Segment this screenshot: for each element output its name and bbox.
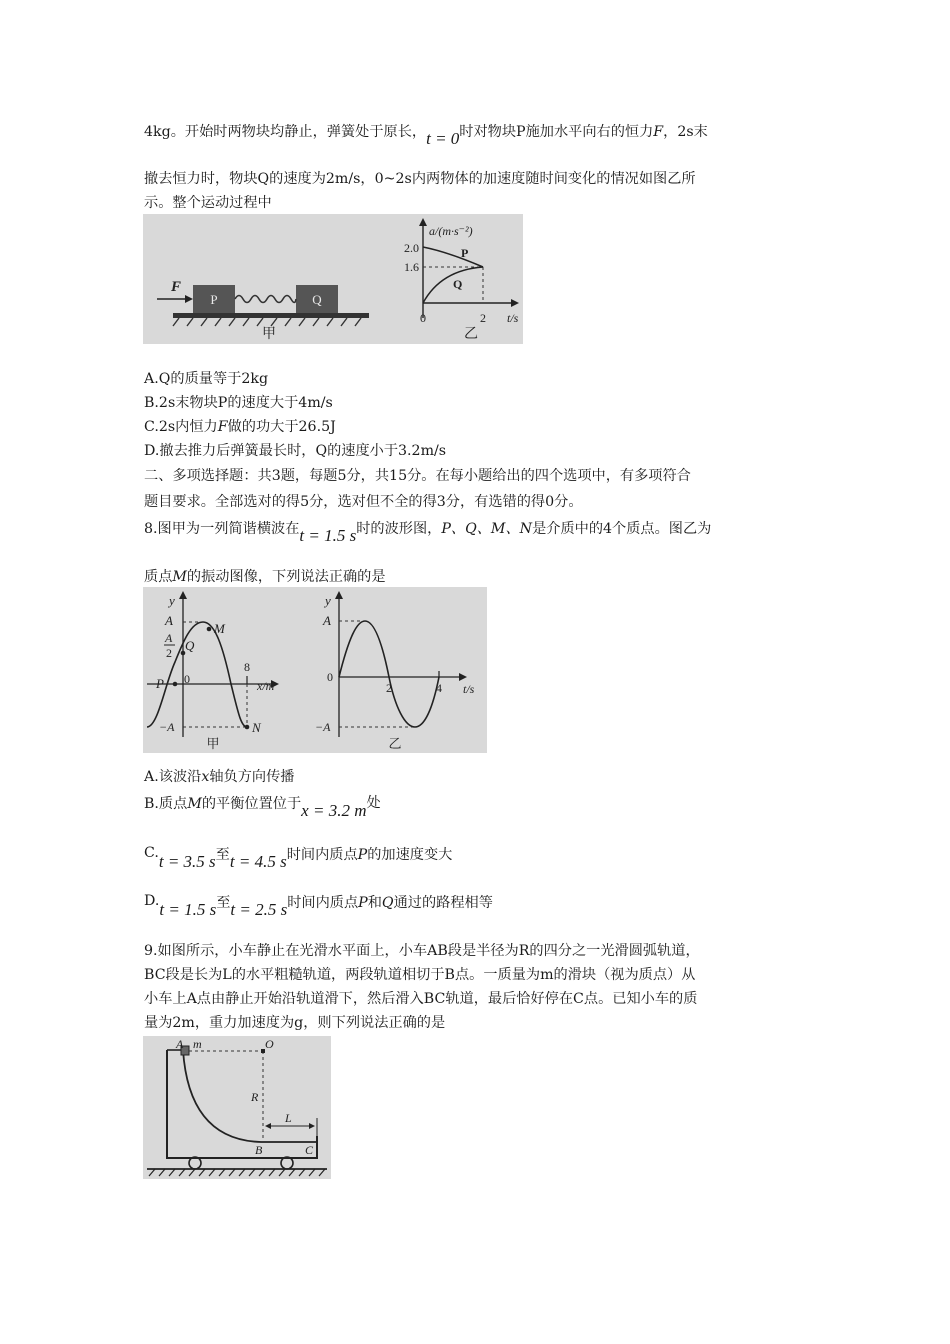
q7-text-line-1 — [144, 121, 708, 148]
wave-x-label: x/m — [257, 679, 275, 693]
q7-text-line-2: 撤去恒力时，物块Q的速度为2m/s，0~2s内两物体的加速度随时间变化的情况如图乙所 — [144, 171, 696, 187]
q8-line2-a: 质点 — [144, 569, 173, 585]
section2-line-1: 二、多项选择题：共3题，每题5分，共15分。在每小题给出的四个选项中，有多项符合 — [144, 468, 691, 484]
q8-opta-x: x — [201, 769, 210, 785]
fig-jia-label: 甲 — [262, 327, 276, 342]
tick-8: 8 — [244, 660, 250, 674]
vib-origin: 0 — [327, 670, 333, 684]
vib-y-label: y — [325, 593, 331, 608]
label-c: C — [305, 1143, 314, 1157]
label-b: B — [255, 1143, 263, 1157]
q8-optd-t1: t = 1.5 s — [159, 900, 217, 919]
q8-line1-points: P、Q、M、N — [441, 521, 533, 537]
q7-optc-b: 做的功大于26.5J — [227, 419, 336, 435]
q8-optc-a: C. — [144, 845, 159, 861]
vib-y-arrow — [335, 591, 343, 599]
q8-optd-c: 时间内质点 — [287, 895, 359, 911]
point-n — [245, 725, 250, 730]
vib-tick-2: 2 — [386, 681, 392, 695]
q8-option-b — [144, 793, 381, 820]
point-m — [207, 627, 212, 632]
q8-optd-b: 至 — [216, 895, 231, 911]
q9-text-line-3: 小车上A点由静止开始沿轨道滑下，然后滑入BC轨道，最后恰好停在C点。已知小车的质 — [144, 991, 698, 1007]
label-m: M — [214, 621, 225, 636]
q7-option-c — [144, 417, 336, 437]
label-n: N — [252, 720, 261, 735]
q9-text-line-2: BC段是长为L的水平粗糙轨道，两段轨道相切于B点。一质量为m的滑块（视为质点）从 — [144, 967, 696, 983]
q8-text-line-1 — [144, 518, 712, 545]
block-q-label: Q — [312, 292, 322, 307]
q7-figure — [143, 214, 523, 344]
half-amp-den: 2 — [166, 646, 172, 660]
tick-0: 0 — [420, 311, 426, 325]
q7-line1-b: 时对物块P施加水平向右的恒力 — [459, 124, 654, 140]
q9-figure — [143, 1036, 331, 1179]
label-a: A — [176, 1037, 184, 1051]
label-r: R — [251, 1090, 259, 1104]
q8-option-d — [144, 892, 493, 919]
q8-optb-b: 的平衡位置位于 — [201, 796, 302, 812]
q8-optc-c: 时间内质点 — [286, 847, 358, 863]
length-arrow-right — [309, 1123, 315, 1129]
q8-option-c — [144, 844, 453, 871]
q7-line1-a: 4kg。开始时两物块均静止，弹簧处于原长， — [144, 124, 427, 140]
point-p — [173, 682, 178, 687]
wave-amp-label: A — [165, 613, 173, 628]
q8-t-1-5: t = 1.5 s — [299, 526, 357, 545]
block-p-label: P — [210, 292, 218, 307]
q8-optb-a: B.质点 — [144, 796, 188, 812]
tick-2-0: 2.0 — [404, 241, 419, 255]
force-label: F — [171, 279, 182, 295]
q8-optb-x: x = 3.2 m — [301, 801, 367, 820]
label-m: m — [193, 1037, 202, 1051]
q7-option-d: D.撤去推力后弹簧最长时，Q的速度小于3.2m/s — [144, 443, 447, 459]
ground-hatch — [173, 318, 361, 326]
length-arrow-left — [265, 1123, 271, 1129]
label-o: O — [265, 1037, 274, 1051]
tick-t2: 2 — [480, 311, 486, 325]
ground-line — [173, 313, 369, 318]
q8-line1-a: 8.图甲为一列简谐横波在 — [144, 521, 300, 537]
fig-jia-label: 甲 — [206, 736, 220, 751]
q8-opta-b: 轴负方向传播 — [209, 769, 295, 785]
q7-figure-svg — [143, 214, 523, 344]
fig-yi-label: 乙 — [464, 327, 478, 342]
q8-optc-t1: t = 3.5 s — [158, 852, 216, 871]
q7-option-a: A.Q的质量等于2kg — [144, 371, 269, 387]
q7-force-symbol: F — [653, 124, 664, 140]
wave-neg-amp: −A — [159, 720, 175, 734]
q8-optc-b: 至 — [215, 847, 230, 863]
q8-opta-a: A.该波沿 — [144, 769, 202, 785]
q7-optc-f: F — [217, 419, 228, 435]
q8-optd-e: 通过的路程相等 — [393, 895, 493, 911]
waveform-curve — [147, 622, 247, 727]
curve-p — [423, 247, 483, 267]
wave-origin: 0 — [184, 672, 190, 686]
q8-text-line-2 — [144, 567, 386, 587]
vibration-curve — [339, 621, 439, 727]
track-arc-ab — [183, 1050, 317, 1142]
q8-figure-svg — [143, 587, 487, 753]
q8-figure — [143, 587, 487, 753]
q7-text-line-3: 示。整个运动过程中 — [144, 195, 272, 211]
q8-optd-d: 和 — [367, 895, 382, 911]
wave-y-label: y — [169, 593, 175, 608]
q8-optc-p: P — [357, 847, 368, 863]
label-l: L — [285, 1111, 292, 1125]
q8-optd-t2: t = 2.5 s — [230, 900, 288, 919]
curve-q-label: Q — [453, 277, 463, 291]
tick-1-6: 1.6 — [404, 260, 419, 274]
label-p: P — [156, 676, 164, 691]
vib-neg-amp: −A — [315, 720, 331, 734]
q8-line2-m: M — [172, 569, 187, 585]
q8-optc-t2: t = 4.5 s — [229, 852, 287, 871]
q9-text-line-4: 量为2m，重力加速度为g，则下列说法正确的是 — [144, 1015, 446, 1031]
force-arrow-head — [185, 295, 193, 303]
vib-amp-label: A — [323, 613, 331, 628]
curve-p-label: P — [461, 246, 469, 260]
section2-line-2: 题目要求。全部选对的得5分，选对但不全的得3分，有选错的得0分。 — [144, 494, 583, 510]
vib-tick-4: 4 — [436, 681, 442, 695]
q8-line1-c: 是介质中的4个质点。图乙为 — [532, 521, 712, 537]
q7-line1-c: ，2s末 — [663, 124, 708, 140]
q7-t-equals-0: t = 0 — [426, 129, 460, 148]
at-y-arrow — [419, 218, 427, 226]
q8-option-a — [144, 767, 294, 787]
vib-x-arrow — [459, 673, 467, 681]
at-x-axis-label: t/s — [507, 311, 519, 325]
q8-optb-m: M — [187, 796, 202, 812]
q8-optc-d: 的加速度变大 — [367, 847, 453, 863]
q8-optb-c: 处 — [366, 795, 381, 811]
vib-x-label: t/s — [463, 682, 475, 696]
ground-hatch — [149, 1169, 325, 1176]
half-amp-num: A — [165, 631, 173, 645]
wave-y-arrow — [179, 591, 187, 599]
label-q: Q — [185, 638, 195, 653]
q8-optd-p: P — [358, 895, 368, 911]
q8-line1-b: 时的波形图， — [356, 521, 442, 537]
q7-optc-a: C.2s内恒力 — [144, 419, 218, 435]
q9-text-line-1: 9.如图所示，小车静止在光滑水平面上，小车AB段是半径为R的四分之一光滑圆弧轨道， — [144, 943, 700, 959]
q8-line2-b: 的振动图像，下列说法正确的是 — [186, 569, 386, 585]
at-y-axis-label: a/(m·s⁻²) — [429, 224, 473, 238]
q7-option-b: B.2s末物块P的速度大于4m/s — [144, 395, 333, 411]
spring — [235, 296, 296, 303]
at-x-arrow — [511, 299, 519, 307]
fig-yi-label: 乙 — [388, 736, 402, 751]
q8-optd-q: Q — [381, 895, 394, 911]
q9-figure-svg — [143, 1036, 331, 1179]
q8-optd-a: D. — [144, 893, 160, 909]
